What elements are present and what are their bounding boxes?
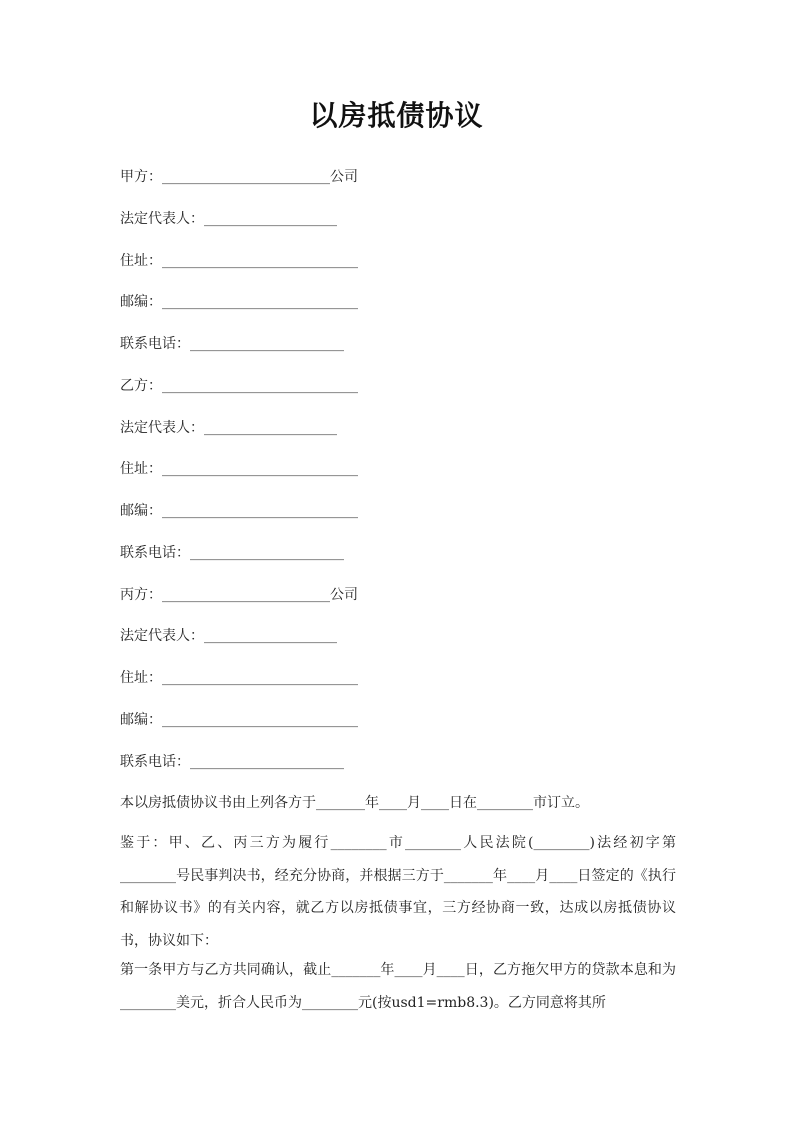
party-b-representative-line: 法定代表人：___________________ <box>120 420 337 436</box>
party-a-postcode-line: 邮编：____________________________ <box>120 294 358 310</box>
party-b-phone-line: 联系电话：______________________ <box>120 545 344 561</box>
whereas-paragraph: 鉴于：甲、乙、丙三方为履行________市________人民法院(________)法经初字第________号民事判决书，经充分协商，并根据三方于_______年____月____日签定的《执行和解协议书》的有关内容，就乙方以房抵债事宜，三方经协商一致，达成以房抵债协议书，协议如下： <box>120 835 676 949</box>
party-b-postcode-line: 邮编：____________________________ <box>120 503 358 519</box>
intro-paragraph: 本以房抵债协议书由上列各方于_______年____月____日在________市订立。 <box>120 795 589 811</box>
party-a-address-line: 住址：____________________________ <box>120 253 358 269</box>
party-b-name-line: 乙方：____________________________ <box>120 378 358 394</box>
party-c-postcode-line: 邮编：____________________________ <box>120 712 358 728</box>
party-b-address-line: 住址：____________________________ <box>120 461 358 477</box>
party-c-phone-line: 联系电话：______________________ <box>120 754 344 770</box>
party-a-phone-line: 联系电话：______________________ <box>120 336 344 352</box>
document-title: 以房抵债协议 <box>309 99 484 132</box>
party-c-representative-line: 法定代表人：___________________ <box>120 628 337 644</box>
party-c-name-line: 丙方：________________________公司 <box>120 587 358 603</box>
party-a-name-line: 甲方：________________________公司 <box>120 169 358 185</box>
party-c-address-line: 住址：____________________________ <box>120 670 358 686</box>
article-1-paragraph: 第一条甲方与乙方共同确认，截止_______年____月____日，乙方拖欠甲方的贷款本息和为________美元，折合人民币为________元(按usd1=rmb8.3)。乙方同意将其所 <box>120 962 676 1011</box>
party-a-representative-line: 法定代表人：___________________ <box>120 211 337 227</box>
